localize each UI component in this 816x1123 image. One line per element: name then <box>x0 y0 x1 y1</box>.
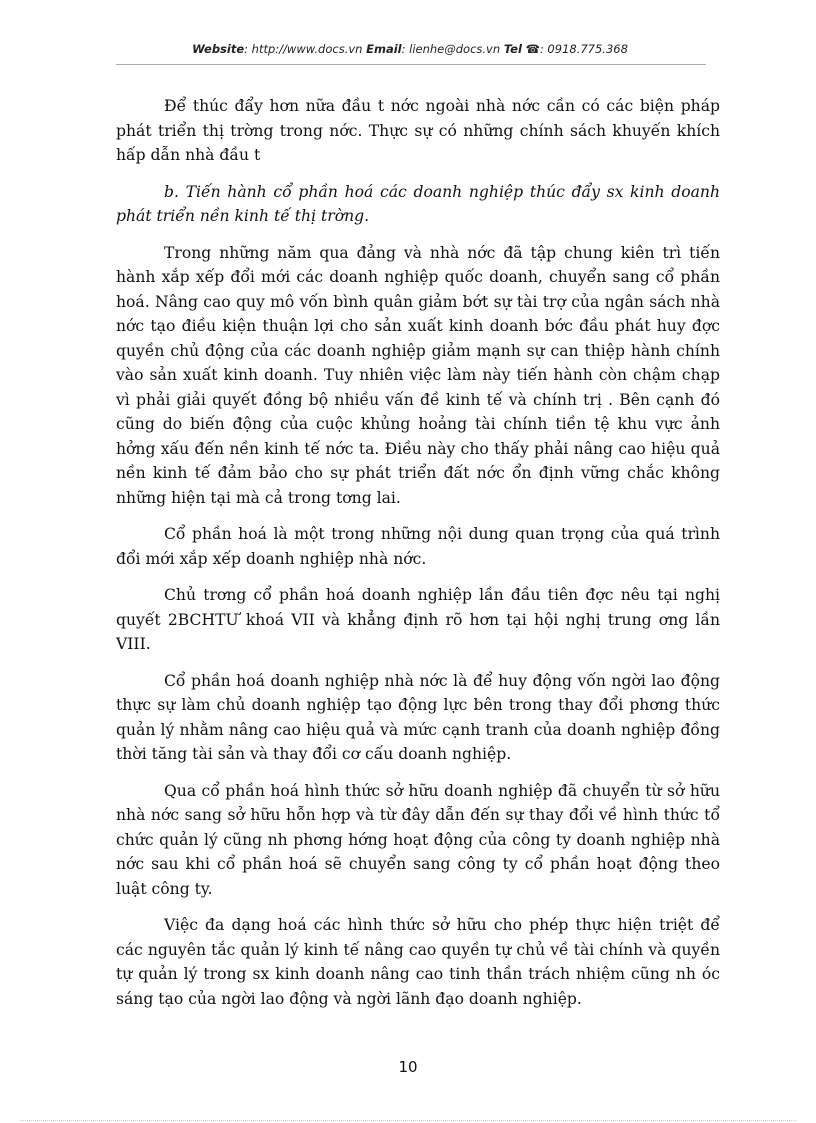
website-label: Website <box>192 42 245 56</box>
paragraph: Qua cổ phần hoá hình thức sở hữu doanh nghiệp đã chuyển từ sở hữu nhà nớc sang sở hữu hỗn hợp và từ đây dẫn đến sự thay đổi về hình thức tổ chức quản lý cũng nh phơng hớng hoạt động của công ty doanh nghiệp nhà nớc sau khi cổ phần hoá sẽ chuyển sang công ty cổ phần hoạt động theo luật công ty. <box>116 781 720 898</box>
phone-icon: ☎ <box>525 42 540 56</box>
email-value: : lienhe@docs.vn <box>401 42 501 56</box>
paragraph: Việc đa dạng hoá các hình thức sở hữu cho phép thực hiện triệt để các nguyên tắc quản lý kinh tế nâng cao quyền tự chủ về tài chính và quyền tự quản lý trong sx kinh doanh nâng cao tinh thần trách nhiệm cũng nh óc sáng tạo của ngời lao động và ngời lãnh đạo doanh nghiệp. <box>116 916 720 1008</box>
section-heading: b. Tiến hành cổ phần hoá các doanh nghiệp thúc đẩy sx kinh doanh phát triển nền kinh tế thị trờng. <box>116 182 720 225</box>
page-bottom-border <box>20 1120 796 1121</box>
tel-value: : 0918.775.368 <box>539 42 628 56</box>
email-label: Email <box>366 42 402 56</box>
document-body <box>116 94 720 1023</box>
page-header <box>116 42 704 56</box>
header-divider <box>116 64 706 65</box>
paragraph: Để thúc đẩy hơn nữa đầu t nớc ngoài nhà nớc cần có các biện pháp phát triển thị trờng trong nớc. Thực sự có những chính sách khuyến khích hấp dẫn nhà đầu t <box>116 97 720 164</box>
page-number: 10 <box>398 1058 418 1076</box>
paragraph: Chủ trơng cổ phần hoá doanh nghiệp lần đầu tiên đợc nêu tại nghị quyết 2BCHTƯ khoá VII và khẳng định rõ hơn tại hội nghị trung ơng lần VIII. <box>116 586 720 653</box>
website-value: : http://www.docs.vn <box>244 42 363 56</box>
paragraph: Cổ phần hoá là một trong những nội dung quan trọng của quá trình đổi mới xắp xếp doanh nghiệp nhà nớc. <box>116 525 720 568</box>
paragraph: Trong những năm qua đảng và nhà nớc đã tập chung kiên trì tiến hành xắp xếp đổi mới các doanh nghiệp quốc doanh, chuyển sang cổ phần hoá. Nâng cao quy mô vốn bình quân giảm bớt sự tài trợ của ngân sách nhà nớc tạo điều kiện thuận lợi cho sản xuất kinh doanh bớc đầu phát huy đợc quyền chủ động của các doanh nghiệp giảm mạnh sự can thiệp hành chính vào sản xuất kinh doanh. Tuy nhiên việc làm này tiến hành còn chậm chạp vì phải giải quyết đồng bộ nhiều vấn đề kinh tế và chính trị . Bên cạnh đó cũng do biến động của cuộc khủng hoảng tài chính tiền tệ khu vực ảnh hởng xấu đến nền kinh tế nớc ta. Điều này cho thấy phải nâng cao hiệu quả nền kinh tế đảm bảo cho sự phát triển đất nớc ổn định vững chắc không những hiện tại mà cả trong tơng lai. <box>116 243 720 507</box>
paragraph: Cổ phần hoá doanh nghiệp nhà nớc là để huy động vốn ngời lao động thực sự làm chủ doanh nghiệp tạo động lực bên trong thay đổi phơng thức quản lý nhằm nâng cao hiệu quả và mức cạnh tranh của doanh nghiệp đồng thời tăng tài sản và thay đổi cơ cấu doanh nghiệp. <box>116 671 720 763</box>
tel-label: Tel <box>503 42 522 56</box>
